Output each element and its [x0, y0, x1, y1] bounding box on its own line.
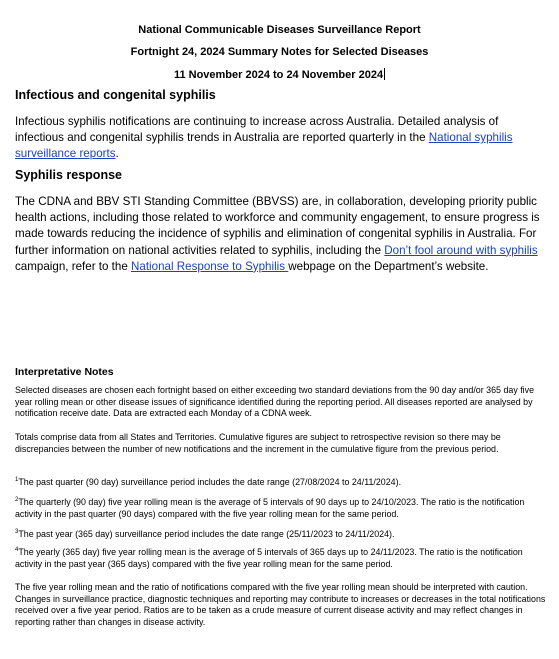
footnote-3 — [15, 529, 547, 541]
footnote-mark: 4 — [15, 547, 19, 554]
footnote-text: The past quarter (90 day) surveillance period includes the date range (27/08/2024 to 24/11/2024). — [18, 477, 402, 487]
footnote-mark: 3 — [15, 529, 19, 536]
footnote-mark: 2 — [15, 497, 19, 504]
national-response-link[interactable]: National Response to Syphilis — [131, 259, 289, 273]
report-subtitle: Fortnight 24, 2024 Summary Notes for Selected Diseases — [130, 46, 429, 58]
text-cursor — [384, 68, 385, 80]
paragraph-text: webpage on the Department’s website. — [288, 259, 489, 273]
paragraph-text: . — [115, 147, 119, 161]
notes-paragraph-caution: The five year rolling mean and the ratio of notifications compared with the five year rolling mean should be interpreted with caution. Changes in surveillance practice, diagnostic techniques and reporting may contribute to increases or decreases in the total notifications received over a five year period. Ratios are to be taken as a crude measure of current disease activity and may reflect changes in reporting rather than changes in disease activity. — [15, 582, 546, 627]
section-paragraph-syphilis-response — [15, 194, 547, 275]
paragraph-text: Infectious syphilis notifications are continuing to increase across Australia. Detailed analysis of infectious and congenital syphilis trends in Australia are reported quarterly in the — [15, 115, 499, 145]
footnote-text: The past year (365 day) surveillance period includes the date range (25/11/2023 to 24/11/2024). — [18, 529, 395, 539]
section-heading-syphilis-response: Syphilis response — [15, 168, 122, 182]
footnote-text: The yearly (365 day) five year rolling mean is the average of 5 intervals of 365 days up to 24/11/2023. The ratio is the notification activity in the past year (365 days) compared with the five year rolling mean for the same period. — [15, 547, 523, 569]
interpretative-notes-heading: Interpretative Notes — [15, 366, 114, 378]
notes-paragraph-totals: Totals comprise data from all States and Territories. Cumulative figures are subject to retrospective revision so there may be discrepancies between the number of new notifications and the increment in the cumulative figure from the previous period. — [15, 432, 501, 454]
footnote-4 — [15, 547, 547, 570]
section-heading-infectious-syphilis: Infectious and congenital syphilis — [15, 88, 216, 102]
footnote-mark: 1 — [15, 477, 19, 484]
national-syphilis-reports-link[interactable]: National syphilis surveillance reports — [15, 131, 513, 161]
report-title: National Communicable Diseases Surveillance Report — [138, 24, 421, 36]
paragraph-text: The CDNA and BBV STI Standing Committee (BBVSS) are, in collaboration, developing priority public health actions, including those related to workforce and community engagement, to ensure progress is made towards reducing the incidence of syphilis and elimination of congenital syphilis in Australia. For further information on national activities related to syphilis, including the — [15, 195, 540, 257]
report-date-range — [0, 68, 559, 82]
notes-paragraph-selection: Selected diseases are chosen each fortnight based on either exceeding two standard deviations from the 90 day and/or 365 day five year rolling mean or other disease issues of significance identified during the reporting period. All diseases reported are analysed by notification receive date. Data are extracted each Monday of a CDNA week. — [15, 385, 535, 419]
dont-fool-around-link[interactable]: Don’t fool around with syphilis — [384, 243, 538, 257]
section-paragraph-infectious-syphilis — [15, 114, 547, 163]
footnote-1 — [15, 477, 547, 489]
footnote-text: The quarterly (90 day) five year rolling mean is the average of 5 intervals of 90 days up to 24/10/2023. The ratio is the notification activity in the past quarter (90 days) compared with the five year rolling mean for the same period. — [15, 497, 525, 519]
footnote-2 — [15, 497, 547, 520]
paragraph-text: campaign, refer to the — [15, 259, 131, 273]
date-range-text: 11 November 2024 to 24 November 2024 — [173, 69, 384, 81]
